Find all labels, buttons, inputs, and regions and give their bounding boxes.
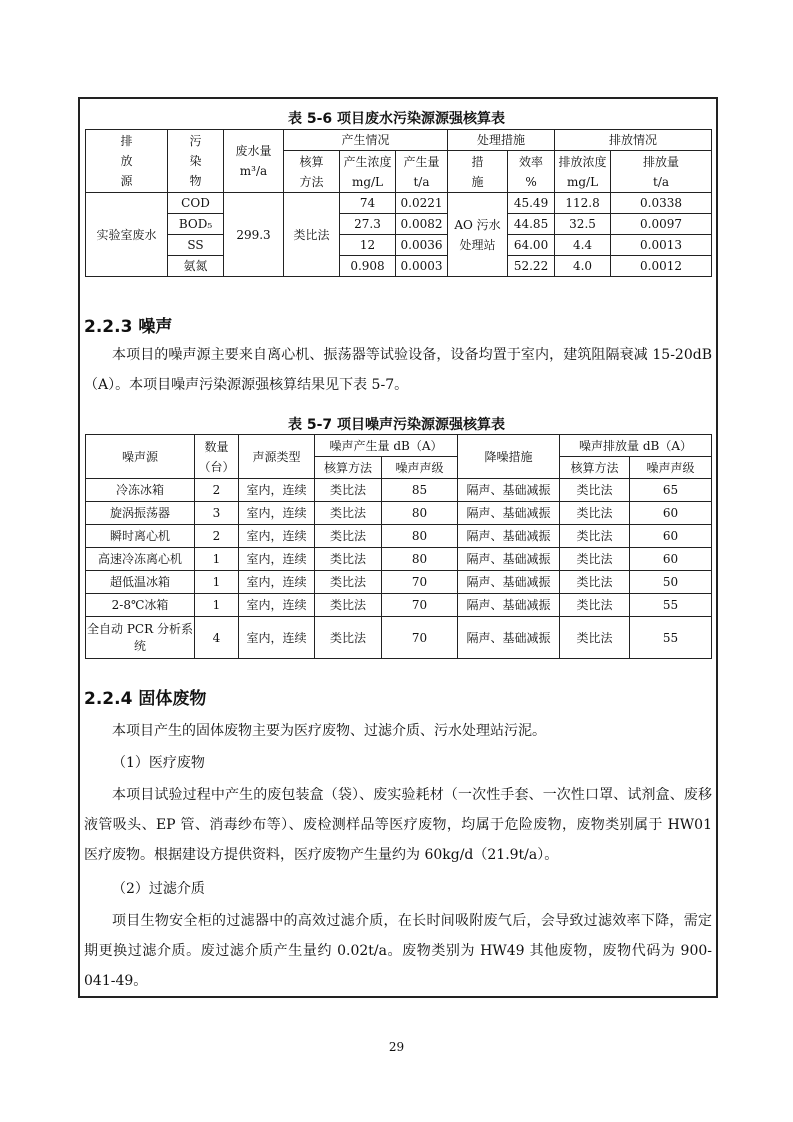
cell-gen-method: 类比法 — [315, 571, 382, 594]
cell-gen-level: 70 — [382, 617, 458, 659]
cell-emit-method: 类比法 — [560, 617, 630, 659]
cell-emit-conc: 32.5 — [555, 214, 611, 235]
cell-noise-source: 全自动 PCR 分析系统 — [86, 617, 195, 659]
cell-qty: 2 — [195, 525, 239, 548]
cell-emit-conc: 112.8 — [555, 193, 611, 214]
cell-gen-method: 类比法 — [315, 525, 382, 548]
table-row — [86, 548, 712, 571]
header-noise-gen: 噪声产生量 dB（A） — [315, 435, 458, 457]
subheading-medical-waste: （1）医疗废物 — [112, 755, 205, 771]
header-gen-level: 噪声声级 — [382, 457, 458, 479]
cell-noise-measure: 隔声、基础减振 — [458, 479, 560, 502]
cell-pollutant: COD — [168, 193, 224, 214]
cell-gen-level: 80 — [382, 548, 458, 571]
cell-gen-method: 类比法 — [315, 594, 382, 617]
header-gen: 产生情况 — [284, 130, 448, 151]
cell-emit-amt: 0.0097 — [611, 214, 712, 235]
cell-gen-level: 85 — [382, 479, 458, 502]
cell-noise-source: 2-8℃冰箱 — [86, 594, 195, 617]
solid-waste-intro: 本项目产生的固体废物主要为医疗废物、过滤介质、污水处理站污泥。 — [112, 723, 546, 739]
header-emit-level: 噪声声级 — [630, 457, 712, 479]
cell-gen-level: 80 — [382, 502, 458, 525]
cell-emit-level: 55 — [630, 594, 712, 617]
cell-emit-method: 类比法 — [560, 502, 630, 525]
cell-gen-level: 70 — [382, 594, 458, 617]
medical-waste-paragraph: 本项目试验过程中产生的废包装盒（袋）、废实验耗材（一次性手套、一次性口罩、试剂盒、废移液管吸头、EP 管、消毒纱布等）、废检测样品等医疗废物，均属于危险废物，废物类别属于 HW01 医疗废物。根据建设方提供资料，医疗废物产生量约为 60kg/d（21.9t/a）。 — [84, 787, 712, 863]
header-emit-conc: 排放浓度 mg/L — [555, 151, 611, 193]
header-source: 排 放 源 — [86, 130, 168, 193]
cell-gen-method: 类比法 — [315, 479, 382, 502]
header-emit: 排放情况 — [555, 130, 712, 151]
cell-emit-level: 60 — [630, 525, 712, 548]
cell-emit-level: 60 — [630, 502, 712, 525]
header-eff: 效率 % — [508, 151, 555, 193]
cell-type: 室内，连续 — [239, 525, 315, 548]
cell-noise-source: 冷冻冰箱 — [86, 479, 195, 502]
cell-qty: 3 — [195, 502, 239, 525]
table-row — [86, 235, 712, 256]
cell-source: 实验室废水 — [86, 193, 168, 277]
cell-emit-method: 类比法 — [560, 479, 630, 502]
cell-gen-conc: 0.908 — [340, 256, 396, 277]
cell-pollutant: 氨氮 — [168, 256, 224, 277]
noise-table — [85, 434, 712, 659]
cell-emit-method: 类比法 — [560, 548, 630, 571]
cell-type: 室内，连续 — [239, 571, 315, 594]
table-row — [86, 594, 712, 617]
noise-paragraph: 本项目的噪声源主要来自离心机、振荡器等试验设备，设备均置于室内，建筑阻隔衰减 15-20dB（A）。本项目噪声污染源源强核算结果见下表 5-7。 — [84, 347, 712, 393]
header-water: 废水量 m³/a — [224, 130, 284, 193]
cell-eff: 45.49 — [508, 193, 555, 214]
cell-eff: 64.00 — [508, 235, 555, 256]
cell-type: 室内，连续 — [239, 617, 315, 659]
cell-water: 299.3 — [224, 193, 284, 277]
cell-measure: AO 污水处理站 — [448, 193, 508, 277]
header-gen-method: 核算方法 — [315, 457, 382, 479]
cell-emit-level: 55 — [630, 617, 712, 659]
cell-emit-method: 类比法 — [560, 525, 630, 548]
header-measure: 措 施 — [448, 151, 508, 193]
cell-noise-measure: 隔声、基础减振 — [458, 548, 560, 571]
cell-emit-level: 60 — [630, 548, 712, 571]
table-row — [86, 214, 712, 235]
table-row — [86, 571, 712, 594]
cell-emit-amt: 0.0012 — [611, 256, 712, 277]
subheading-filter-media: （2）过滤介质 — [112, 881, 205, 897]
cell-qty: 4 — [195, 617, 239, 659]
cell-noise-measure: 隔声、基础减振 — [458, 571, 560, 594]
cell-noise-measure: 隔声、基础减振 — [458, 525, 560, 548]
cell-type: 室内，连续 — [239, 502, 315, 525]
header-noise-measure: 降噪措施 — [458, 435, 560, 479]
section-heading-solid-waste: 2.2.4 固体废物 — [84, 689, 207, 709]
header-treat: 处理措施 — [448, 130, 555, 151]
cell-gen-amt: 0.0003 — [396, 256, 448, 277]
header-noise-emit: 噪声排放量 dB（A） — [560, 435, 712, 457]
cell-gen-conc: 74 — [340, 193, 396, 214]
section-heading-noise: 2.2.3 噪声 — [84, 317, 173, 337]
cell-gen-amt: 0.0221 — [396, 193, 448, 214]
cell-pollutant: BOD₅ — [168, 214, 224, 235]
cell-emit-conc: 4.4 — [555, 235, 611, 256]
header-noise-source: 噪声源 — [86, 435, 195, 479]
header-emit-method: 核算方法 — [560, 457, 630, 479]
cell-emit-conc: 4.0 — [555, 256, 611, 277]
cell-emit-level: 50 — [630, 571, 712, 594]
table-row — [86, 256, 712, 277]
cell-qty: 2 — [195, 479, 239, 502]
cell-pollutant: SS — [168, 235, 224, 256]
header-pollutant: 污 染 物 — [168, 130, 224, 193]
cell-noise-source: 超低温冰箱 — [86, 571, 195, 594]
header-gen-amt: 产生量 t/a — [396, 151, 448, 193]
cell-eff: 52.22 — [508, 256, 555, 277]
cell-noise-source: 高速冷冻离心机 — [86, 548, 195, 571]
cell-emit-method: 类比法 — [560, 571, 630, 594]
cell-gen-method: 类比法 — [315, 548, 382, 571]
cell-gen-conc: 27.3 — [340, 214, 396, 235]
table-5-6-caption: 表 5-6 项目废水污染源源强核算表 — [287, 111, 506, 127]
cell-gen-conc: 12 — [340, 235, 396, 256]
wastewater-table — [85, 129, 712, 277]
cell-noise-source: 旋涡振荡器 — [86, 502, 195, 525]
filter-media-paragraph: 项目生物安全柜的过滤器中的高效过滤介质，在长时间吸附废气后，会导致过滤效率下降，需定期更换过滤介质。废过滤介质产生量约 0.02t/a。废物类别为 HW49 其他废物，废物代码为 900-041-49。 — [84, 913, 712, 989]
cell-qty: 1 — [195, 548, 239, 571]
cell-emit-method: 类比法 — [560, 594, 630, 617]
header-gen-conc: 产生浓度 mg/L — [340, 151, 396, 193]
cell-gen-method: 类比法 — [315, 502, 382, 525]
cell-gen-amt: 0.0082 — [396, 214, 448, 235]
cell-gen-level: 80 — [382, 525, 458, 548]
table-5-7-caption: 表 5-7 项目噪声污染源源强核算表 — [287, 417, 506, 433]
cell-qty: 1 — [195, 571, 239, 594]
cell-noise-source: 瞬时离心机 — [86, 525, 195, 548]
cell-emit-amt: 0.0013 — [611, 235, 712, 256]
table-row — [86, 525, 712, 548]
header-qty: 数量 （台） — [195, 435, 239, 479]
cell-noise-measure: 隔声、基础减振 — [458, 617, 560, 659]
cell-type: 室内，连续 — [239, 548, 315, 571]
cell-emit-level: 65 — [630, 479, 712, 502]
table-row — [86, 617, 712, 659]
cell-gen-method: 类比法 — [315, 617, 382, 659]
header-type: 声源类型 — [239, 435, 315, 479]
cell-noise-measure: 隔声、基础减振 — [458, 502, 560, 525]
header-emit-amt: 排放量 t/a — [611, 151, 712, 193]
cell-qty: 1 — [195, 594, 239, 617]
cell-type: 室内，连续 — [239, 594, 315, 617]
cell-gen-amt: 0.0036 — [396, 235, 448, 256]
page-number: 29 — [388, 1040, 405, 1054]
cell-eff: 44.85 — [508, 214, 555, 235]
cell-emit-amt: 0.0338 — [611, 193, 712, 214]
cell-gen-level: 70 — [382, 571, 458, 594]
header-method: 核算 方法 — [284, 151, 340, 193]
table-row — [86, 479, 712, 502]
cell-noise-measure: 隔声、基础减振 — [458, 594, 560, 617]
table-row — [86, 193, 712, 214]
cell-type: 室内，连续 — [239, 479, 315, 502]
cell-method: 类比法 — [284, 193, 340, 277]
table-row — [86, 502, 712, 525]
